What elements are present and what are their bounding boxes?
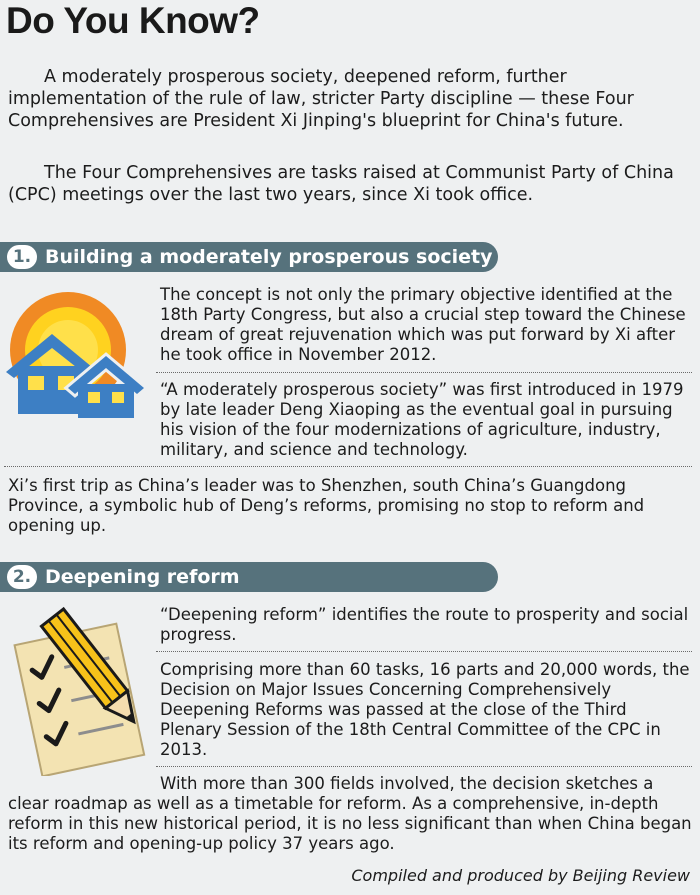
section-2-header [0,562,498,592]
section-1-header [0,242,498,272]
section-2-number: 2. [7,565,37,589]
credit-line: Compiled and produced by Beijing Review [351,866,690,885]
houses-sun-icon [4,292,150,418]
section-1-paragraph-3: Xi’s first trip as China’s leader was to Shenzhen, south China’s Guangdong Province, a symbolic hub of Deng’s reforms, promising no stop to reform and opening up. [8,476,645,535]
section-2-paragraph-2: Comprising more than 60 tasks, 16 parts and 20,000 words, the Decision on Major Issues Concerning Comprehensively Deepening Reforms was passed at the close of the Third Plenary Session of the 18th Central Committee of the CPC in 2013. [160,660,690,759]
divider [4,466,692,467]
section-1-paragraph-2: “A moderately prosperous society” was first introduced in 1979 by late leader Deng Xiaoping as the eventual goal in pursuing his vision of the four modernizations of agriculture, industry, military, and science and technology. [160,380,684,459]
checklist-pencil-icon [4,604,152,776]
section-1-number: 1. [7,245,37,269]
section-2-heading: Deepening reform [45,566,240,588]
section-1-heading: Building a moderately prosperous society [45,246,493,268]
section-1-paragraph-1: The concept is not only the primary objective identified at the 18th Party Congress, but also a crucial step toward the Chinese dream of great rejuvenation which was put forward by Xi after he took office in November 2012. [160,285,686,364]
divider [156,372,692,373]
intro-paragraph-1: A moderately prosperous society, deepened reform, further implementation of the rule of law, stricter Party discipline — these Four Comprehensives are President Xi Jinping's blueprint for China's future. [8,67,634,131]
divider [156,651,692,652]
page-title: Do You Know? [6,0,260,41]
divider [156,766,692,767]
intro-paragraph-2: The Four Comprehensives are tasks raised at Communist Party of China (CPC) meetings over the last two years, since Xi took office. [8,163,674,205]
section-2-paragraph-3: With more than 300 fields involved, the decision sketches a clear roadmap as well as a timetable for reform. As a comprehensive, in-depth reform in this new historical period, it is no less significant than when China began its reform and opening-up policy 37 years ago. [8,774,692,853]
section-2-paragraph-1: “Deepening reform” identifies the route to prosperity and social progress. [160,605,689,644]
